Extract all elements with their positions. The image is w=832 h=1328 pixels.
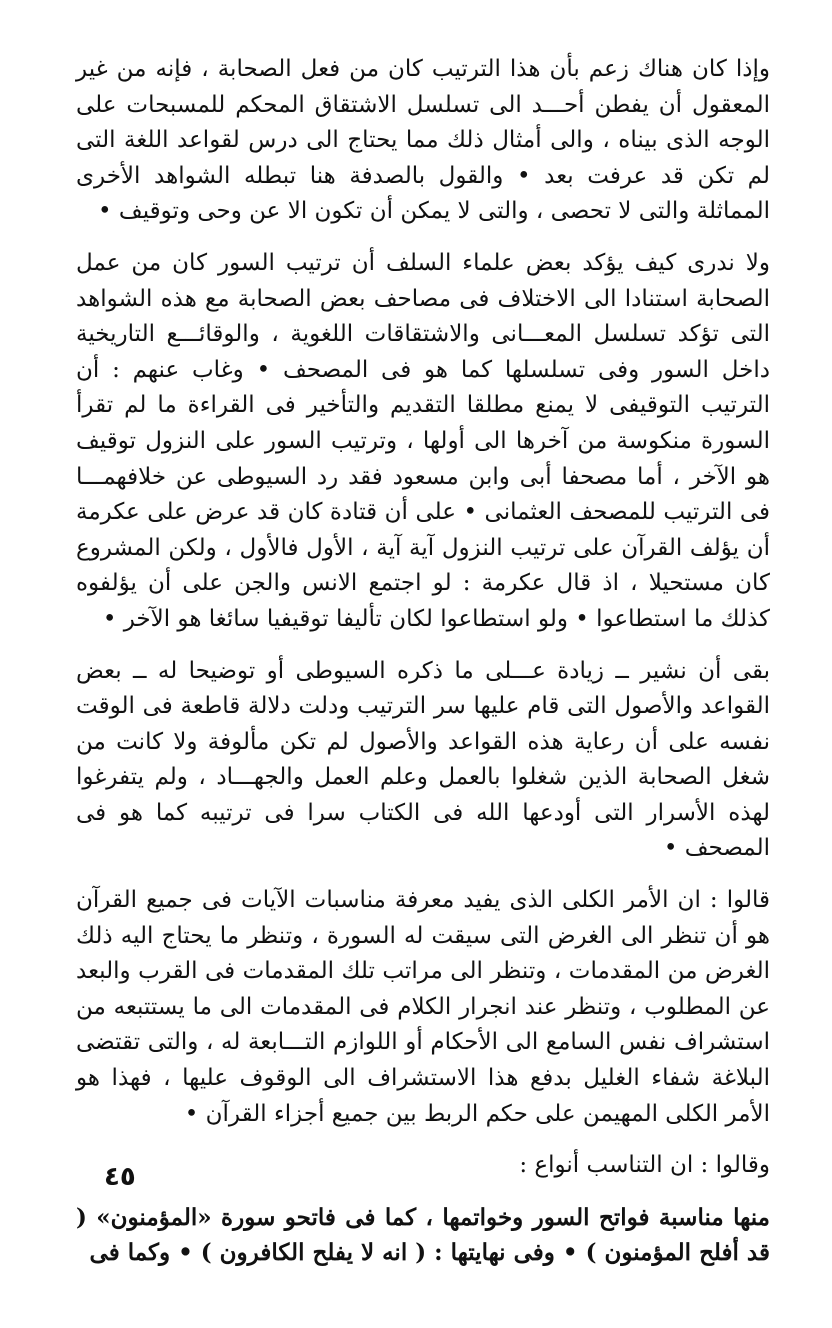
- paragraph-2: ولا ندرى كيف يؤكد بعض علماء السلف أن ترتيب السور كان من عمل الصحابة استنادا الى الاختلاف فى مصاحف بعض الصحابة مع هذه الشواهد التى تؤكد تسلسل المعـــانى والاشتقاقات اللغوية ، والوقائـــع التاريخية داخل السور وفى تسلسلها كما هو فى المصحف • وغاب عنهم : أن الترتيب التوقيفى لا يمنع مطلقا التقديم والتأخير فى القراءة ما لم تقرأ السورة منكوسة من آخرها الى أولها ، وترتيب السور على النزول توقيف هو الآخر ، أما مصحفا أبى وابن مسعود فقد رد السيوطى عن خلافهمـــا فى الترتيب للمصحف العثمانى • على أن قتادة كان قد عرض على عكرمة أن يؤلف القرآن على ترتيب النزول آية آية ، الأول فالأول ، ولكن المشروع كان مستحيلا ، اذ قال عكرمة : لو اجتمع الانس والجن على أن يؤلفوه كذلك ما استطاعوا • ولو استطاعوا لكان تأليفا توقيفيا سائغا هو الآخر •: [76, 249, 770, 632]
- paragraph-1: وإذا كان هناك زعم بأن هذا الترتيب كان من فعل الصحابة ، فإنه من غير المعقول أن يفطن أحـــد الى تسلسل الاشتقاق المحكم للمسبحات على الوجه الذى بيناه ، والى أمثال ذلك مما يحتاج الى درس لقواعد اللغة التى لم تكن قد عرفت بعد • والقول بالصدفة هنا تبطله الشواهد الأخرى المماثلة والتى لا تحصى ، والتى لا يمكن أن تكون الا عن وحى وتوقيف •: [76, 56, 771, 225]
- paragraph-5: وقالوا : ان التناسب أنواع :: [519, 1152, 770, 1179]
- body-text: [76, 52, 770, 1271]
- paragraph-6: منها مناسبة فواتح السور وخواتمها ، كما فى فاتحو سورة «المؤمنون» ( قد أفلح المؤمنون ) • وفى نهايتها : ( انه لا يفلح الكافرون ) • وكما فى: [76, 1203, 770, 1267]
- paragraph-3: بقى أن نشير ــ زيادة عـــلى ما ذكره السيوطى أو توضيحا له ــ بعض القواعد والأصول التى قام عليها سر الترتيب ودلت دلالة قاطعة فى الوقت نفسه على أن رعاية هذه القواعد والأصول لم تكن مألوفة ولا كانت من شغل الصحابة الذين شغلوا بالعمل وعلم العمل والجهـــاد ، ولم يتفرغوا لهذه الأسرار التى أودعها الله فى الكتاب سرا فى ترتيبه كما هو فى المصحف •: [76, 657, 770, 862]
- paragraph-4: قالوا : ان الأمر الكلى الذى يفيد معرفة مناسبات الآيات فى جميع القرآن هو أن تنظر الى الغرض التى سيقت له السورة ، وتنظر ما يحتاج اليه ذلك الغرض من المقدمات ، وتنظر الى مراتب تلك المقدمات فى القرب والبعد عن المطلوب ، وتنظر عند انجرار الكلام فى المقدمات الى ما يستتبعه من استشراف نفس السامع الى الأحكام أو اللوازم التـــابعة له ، والتى تقتضى البلاغة شفاء الغليل بدفع هذا الاستشراف الى الوقوف عليها ، فهذا هو الأمر الكلى المهيمن على حكم الربط بين جميع أجزاء القرآن •: [76, 887, 770, 1127]
- page-number: ٤٥: [104, 1162, 136, 1192]
